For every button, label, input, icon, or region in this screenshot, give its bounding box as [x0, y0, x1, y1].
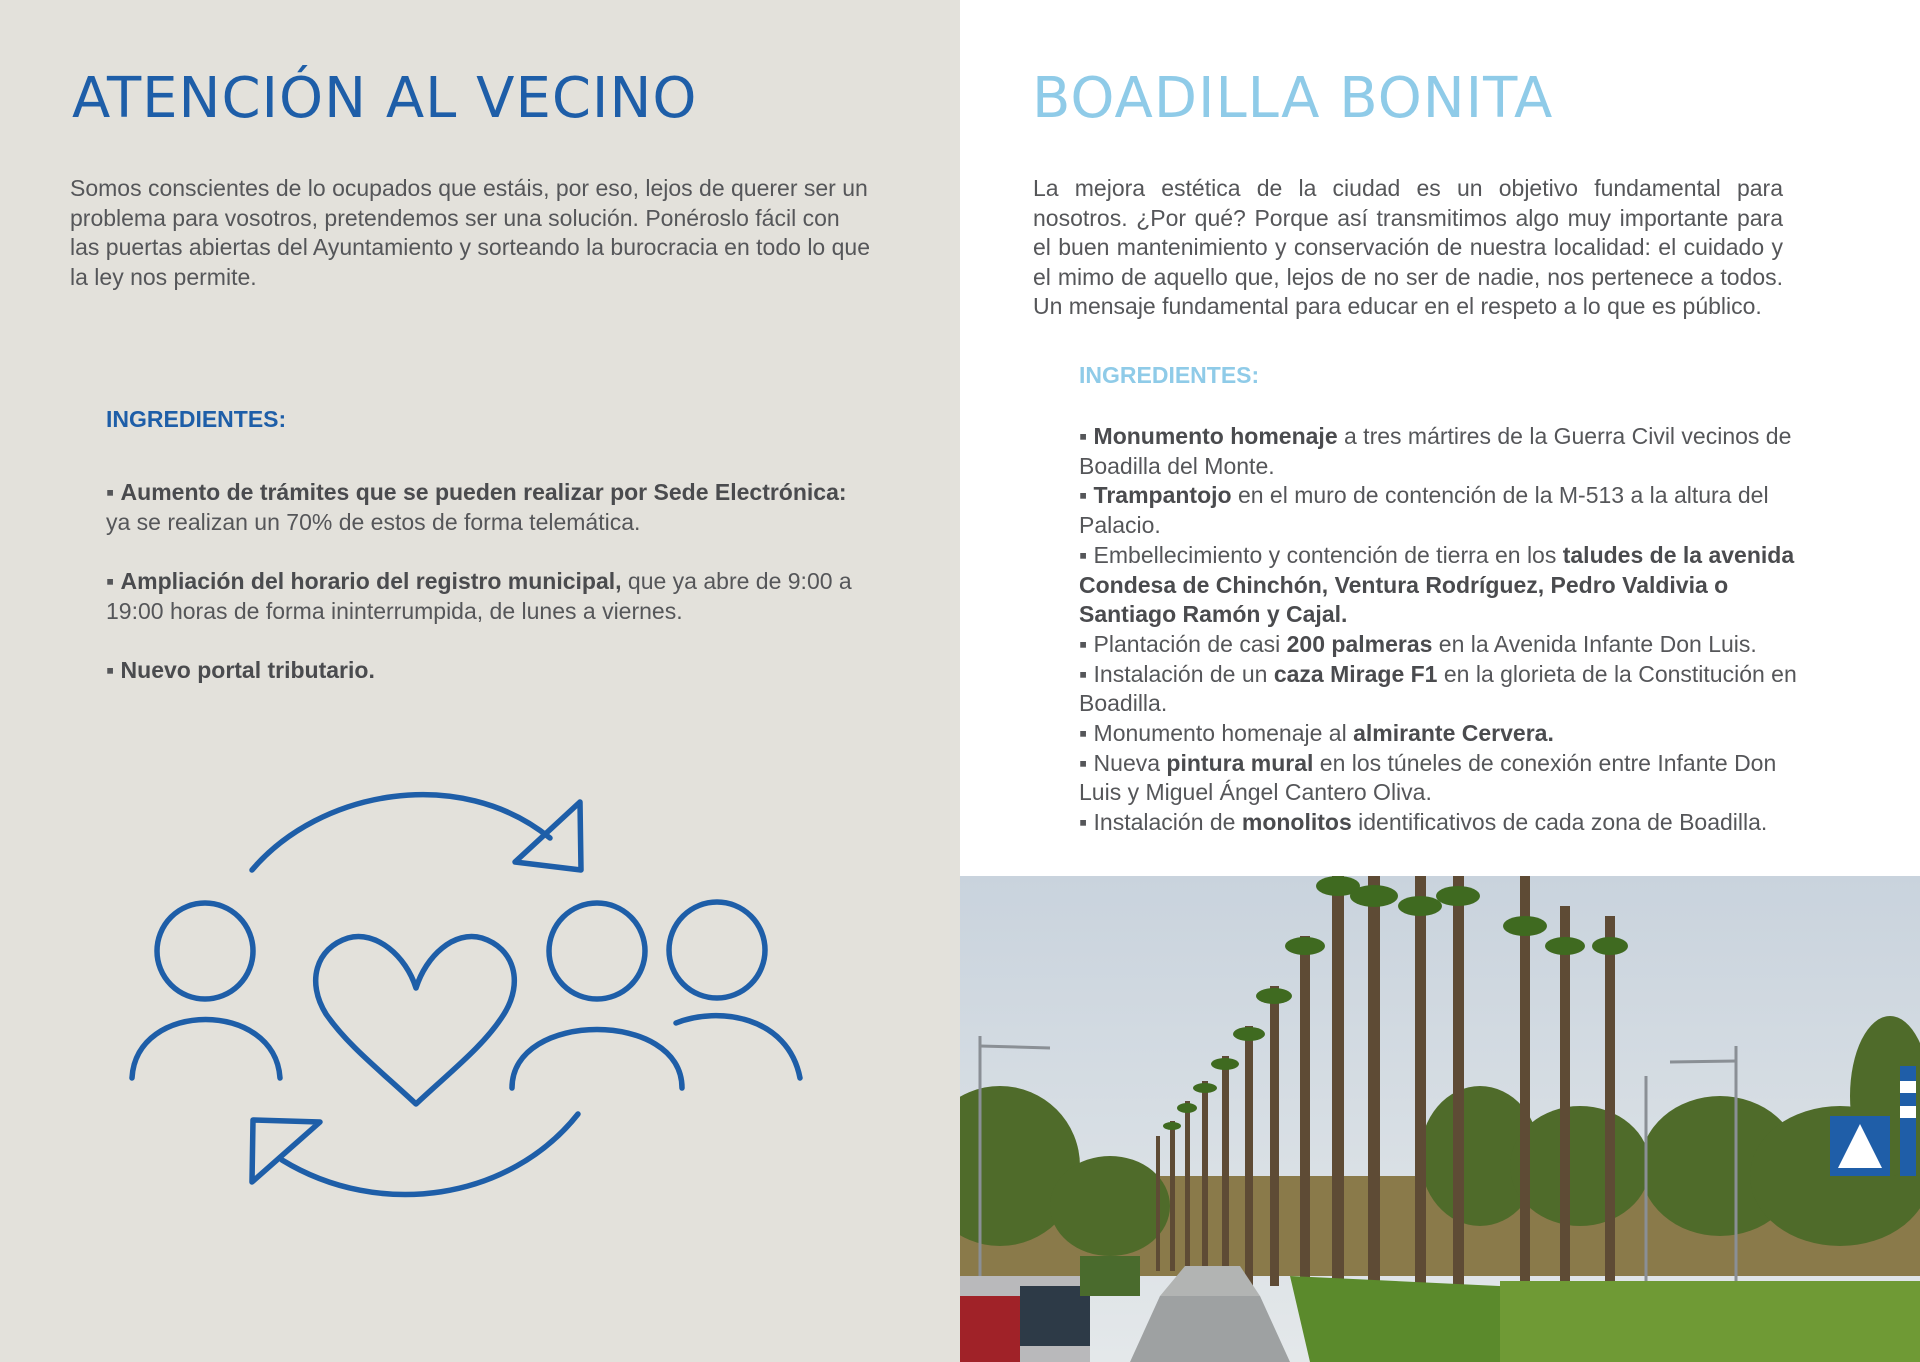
item-bold: monolitos: [1241, 809, 1352, 836]
list-item: [1079, 808, 1819, 838]
item-text: Monumento homenaje al: [1093, 720, 1354, 747]
item-text: que ya abre de 9:00 a 19:00 horas de forma ininterrumpida, de lunes a viernes.: [106, 568, 852, 624]
item-text: en el muro de contención de la M-513 a la altura del Palacio.: [1079, 482, 1769, 539]
item-bold: Ampliación del horario del registro municipal,: [120, 568, 622, 594]
list-item: [1079, 481, 1819, 540]
item-text: ya se realizan un 70% de estos de forma telemática.: [106, 508, 641, 535]
bullet: ▪: [1079, 660, 1094, 687]
item-text: Instalación de: [1093, 809, 1242, 836]
person-left-body: [132, 1020, 280, 1079]
item-text: a tres mártires de la Guerra Civil vecinos de Boadilla del Monte.: [1079, 423, 1792, 479]
item-text: en los túneles de conexión entre Infante Don Luis y Miguel Ángel Cantero Oliva.: [1079, 749, 1777, 806]
item-bold: Aumento de trámites que se pueden realizar por Sede Electrónica:: [120, 479, 847, 505]
ingredients-heading: INGREDIENTES:: [1079, 362, 1260, 388]
item-text: Plantación de casi: [1093, 630, 1287, 657]
item-text: en la glorieta de la Constitución en Boadilla.: [1079, 660, 1797, 717]
palm-lined-avenue-photo: [960, 876, 1920, 1362]
ingredients-list: [1079, 422, 1819, 838]
person-right-head: [669, 902, 765, 998]
list-item: [1079, 422, 1819, 481]
bullet: ▪: [106, 568, 121, 594]
top-arrow-arc: [252, 795, 550, 870]
bullet: ▪: [1079, 749, 1094, 776]
page-title: ATENCIÓN AL VECINO: [72, 66, 698, 131]
item-bold: almirante Cervera.: [1353, 720, 1554, 747]
list-item: [106, 656, 866, 686]
ingredients-heading: INGREDIENTES:: [106, 406, 287, 432]
hedge-left: [1080, 1256, 1140, 1296]
person-left-head: [157, 903, 253, 999]
person-middle-body: [512, 1030, 682, 1089]
community-care-cycle-icon: [120, 770, 820, 1230]
item-text: Embellecimiento y contención de tierra en los: [1093, 541, 1563, 568]
bullet: ▪: [1079, 630, 1094, 657]
bullet: ▪: [1079, 541, 1094, 568]
bullet: ▪: [1079, 720, 1094, 747]
intro-paragraph: La mejora estética de la ciudad es un objetivo fundamental para nosotros. ¿Por qué? Porque así transmitimos algo muy importante para el buen mantenimiento y conservación de nuestra localidad: el cuidado y el mimo de aquello que, lejos de no ser de nadie, nos pertenece a todos. Un mensaje fundamental para educar en el respeto a lo que es público.: [1033, 175, 1783, 319]
bullet: ▪: [1079, 809, 1094, 836]
person-right-body: [676, 1016, 800, 1078]
item-bold: Trampantojo: [1093, 482, 1232, 509]
bullet: ▪: [1079, 423, 1094, 449]
list-item: [1079, 719, 1819, 749]
list-item: [106, 567, 866, 626]
item-bold: taludes de la avenida Condesa de Chinchón, Ventura Rodríguez, Pedro Valdivia o Santiago Ramón y Cajal.: [1079, 541, 1795, 628]
list-item: [1079, 630, 1819, 660]
item-bold: caza Mirage F1: [1273, 660, 1438, 687]
bottom-arrow-arc: [282, 1114, 578, 1195]
item-text: en la Avenida Infante Don Luis.: [1432, 630, 1757, 657]
list-item: [1079, 749, 1819, 808]
list-item: [1079, 541, 1819, 630]
person-middle-head: [549, 903, 645, 999]
list-item: [1079, 660, 1819, 719]
bullet: ▪: [1079, 482, 1094, 509]
item-bold: Nuevo portal tributario.: [120, 657, 375, 683]
bullet: ▪: [106, 479, 121, 505]
page-title: BOADILLA BONITA: [1032, 66, 1554, 131]
list-item: [106, 478, 866, 537]
item-text: identificativos de cada zona de Boadilla.: [1351, 809, 1768, 836]
ingredients-list: [106, 478, 866, 716]
item-text: Instalación de un: [1093, 660, 1274, 687]
heart-shape: [316, 937, 515, 1104]
intro-paragraph: Somos conscientes de lo ocupados que estáis, por eso, lejos de querer ser un problema para vosotros, pretendemos ser una solución. Ponéroslo fácil con las puertas abiertas del Ayuntamiento y sorteando la burocracia en todo lo que la ley nos permite.: [70, 175, 870, 290]
item-bold: pintura mural: [1166, 749, 1314, 776]
item-bold: 200 palmeras: [1286, 630, 1433, 657]
bullet: ▪: [106, 657, 121, 683]
item-text: Nueva: [1093, 749, 1167, 776]
right-page: [960, 0, 1920, 1362]
item-bold: Monumento homenaje: [1093, 423, 1338, 449]
